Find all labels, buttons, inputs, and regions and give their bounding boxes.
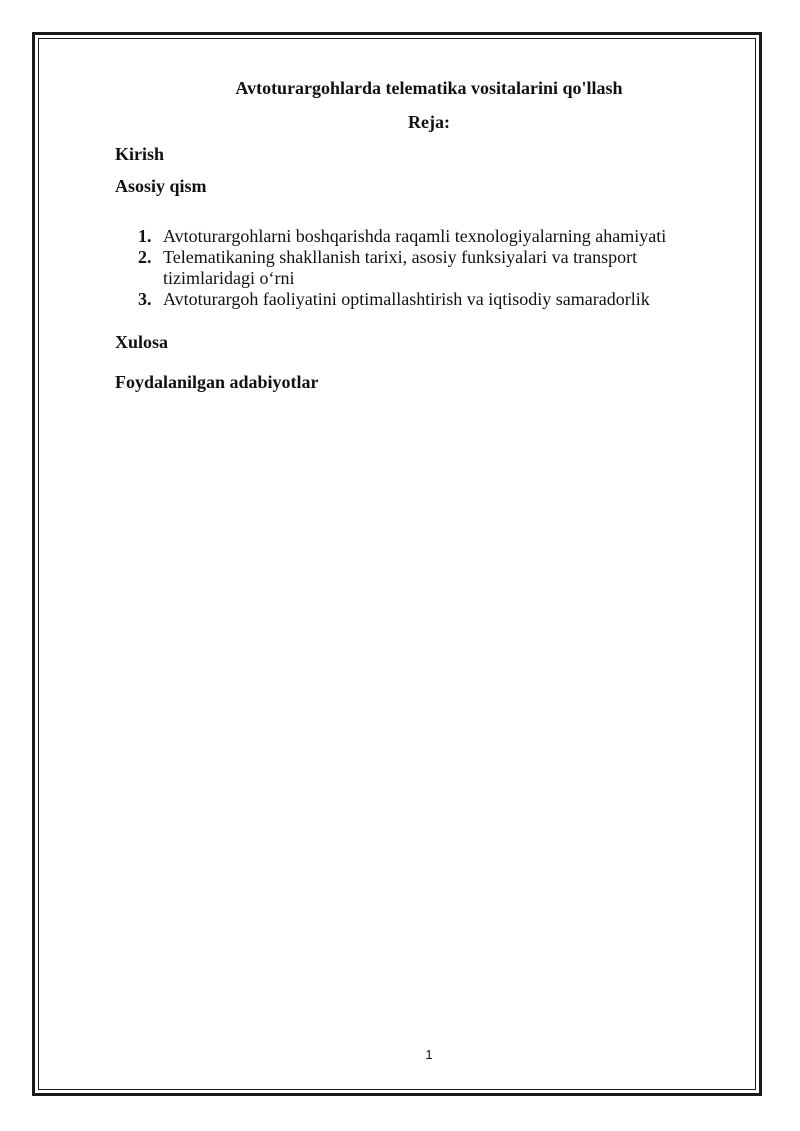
section-heading-intro: Kirish xyxy=(115,144,165,164)
plan-list-item xyxy=(138,226,698,247)
plan-list-item xyxy=(138,247,698,289)
section-heading-conclusion: Xulosa xyxy=(115,332,169,352)
plan-item-text: Telematikaning shakllanish tarixi, asosiy funksiyalari va transport tizimlaridagi o‘rni xyxy=(163,247,638,288)
page-number: 1 xyxy=(425,1047,433,1062)
plan-item-number: 2. xyxy=(138,247,152,267)
plan-item-text: Avtoturargoh faoliyatini optimallashtirish va iqtisodiy samaradorlik xyxy=(163,289,650,309)
plan-item-number: 1. xyxy=(138,226,152,246)
plan-list-item xyxy=(138,289,698,310)
section-heading-references: Foydalanilgan adabiyotlar xyxy=(115,372,319,392)
plan-list xyxy=(138,226,698,310)
plan-item-text: Avtoturargohlarni boshqarishda raqamli texnologiyalarning ahamiyati xyxy=(163,226,667,246)
plan-item-number: 3. xyxy=(138,289,152,309)
document-title: Avtoturargohlarda telematika vositalarini qo'llash xyxy=(235,78,623,98)
plan-heading: Reja: xyxy=(408,112,450,132)
section-heading-main-part: Asosiy qism xyxy=(115,176,207,196)
